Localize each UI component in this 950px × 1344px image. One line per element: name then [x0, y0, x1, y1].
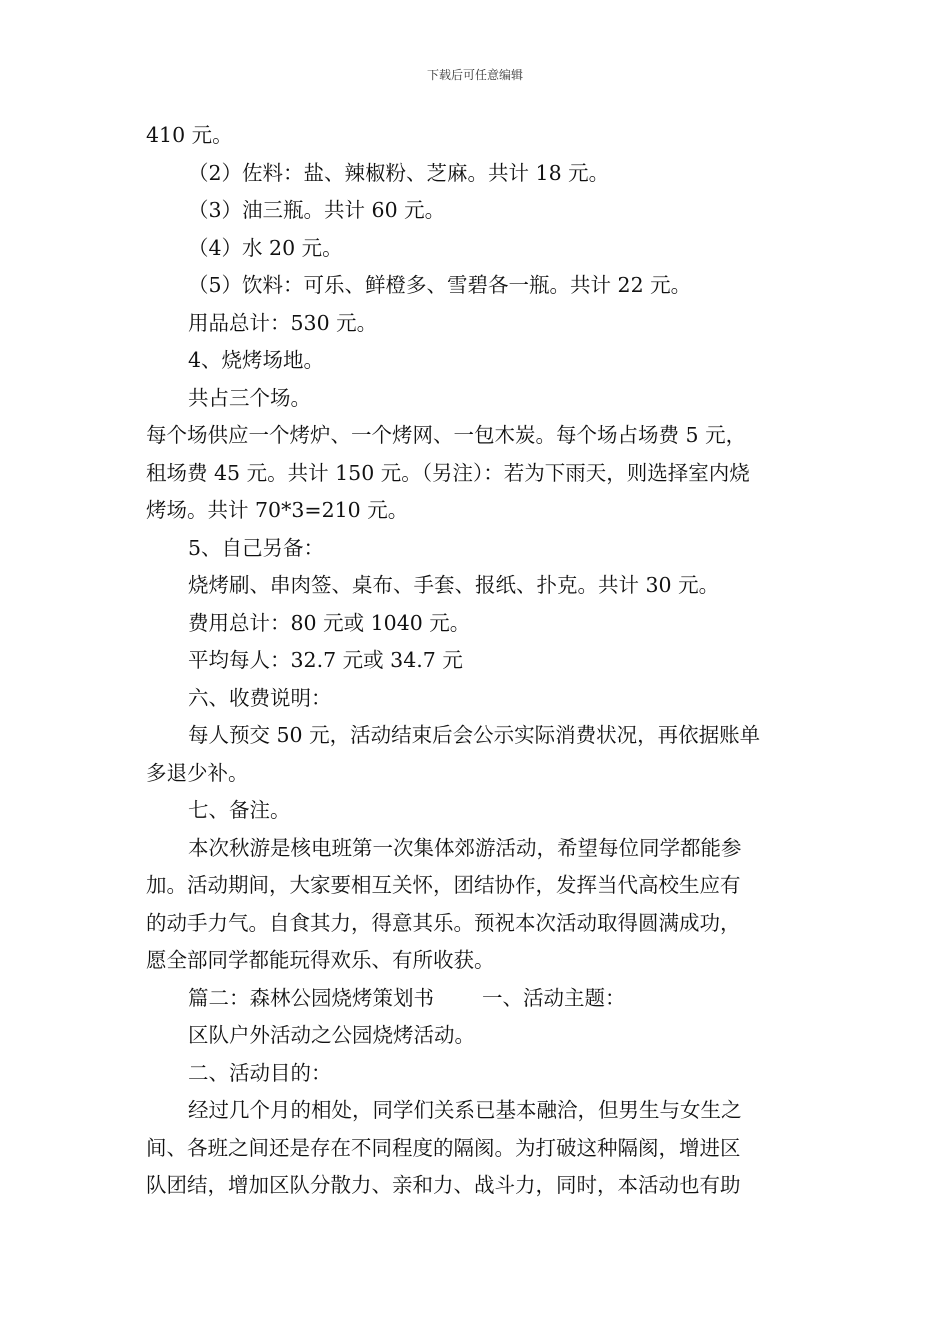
paragraph-line: 烧烤刷、串肉签、桌布、手套、报纸、扑克。共计 30 元。	[188, 573, 720, 597]
document-body	[146, 117, 806, 1205]
paragraph-line: 烤场。共计 70*3=210 元。	[146, 498, 409, 522]
paragraph-line: 平均每人：32.7 元或 34.7 元	[188, 648, 463, 672]
paragraph-line: 4、烧烤场地。	[188, 348, 325, 372]
paragraph-line: 410 元。	[146, 123, 233, 147]
paragraph-line: 共占三个场。	[188, 385, 311, 410]
paragraph-line: 二、活动目的：	[188, 1060, 332, 1085]
paragraph-line: 租场费 45 元。共计 150 元。（另注）：若为下雨天，则选择室内烧	[146, 460, 750, 485]
paragraph-line: 的动手力气。自食其力，得意其乐。预祝本次活动取得圆满成功，	[146, 910, 741, 935]
line-segment: 篇二：森林公园烧烤策划书	[188, 985, 434, 1010]
paragraph-line: 每人预交 50 元，活动结束后会公示实际消费状况，再依据账单	[188, 723, 761, 747]
paragraph-line: （4）水 20 元。	[188, 235, 343, 260]
paragraph-line: 费用总计：80 元或 1040 元。	[188, 610, 471, 635]
page-header: 下载后可任意编辑	[426, 68, 523, 82]
paragraph-line: 六、收费说明：	[188, 685, 332, 710]
line-segment: 一、活动主题：	[482, 985, 626, 1010]
paragraph-line: 区队户外活动之公园烧烤活动。	[188, 1023, 475, 1047]
paragraph-line: （3）油三瓶。共计 60 元。	[188, 198, 446, 222]
paragraph-line	[146, 980, 806, 1018]
paragraph-line: 七、备注。	[188, 798, 291, 822]
paragraph-line: 5、自己另备：	[188, 535, 325, 560]
paragraph-line: 经过几个月的相处，同学们关系已基本融洽，但男生与女生之	[188, 1098, 742, 1122]
paragraph-line: 每个场供应一个烤炉、一个烤网、一包木炭。每个场占场费 5 元，	[146, 423, 747, 447]
paragraph-line: 愿全部同学都能玩得欢乐、有所收获。	[146, 948, 495, 972]
paragraph-line: 间、各班之间还是存在不同程度的隔阂。为打破这种隔阂，增进区	[146, 1135, 741, 1160]
paragraph-line: （2）佐料：盐、辣椒粉、芝麻。共计 18 元。	[188, 160, 610, 185]
paragraph-line: 用品总计：530 元。	[188, 310, 378, 335]
paragraph-line: 加。活动期间，大家要相互关怀，团结协作，发挥当代高校生应有	[146, 873, 741, 897]
paragraph-line: 多退少补。	[146, 760, 249, 785]
paragraph-line: （5）饮料：可乐、鲜橙多、雪碧各一瓶。共计 22 元。	[188, 273, 692, 297]
paragraph-line: 队团结，增加区队分散力、亲和力、战斗力，同时，本活动也有助	[146, 1173, 741, 1197]
paragraph-line: 本次秋游是核电班第一次集体郊游活动，希望每位同学都能参	[188, 835, 742, 860]
